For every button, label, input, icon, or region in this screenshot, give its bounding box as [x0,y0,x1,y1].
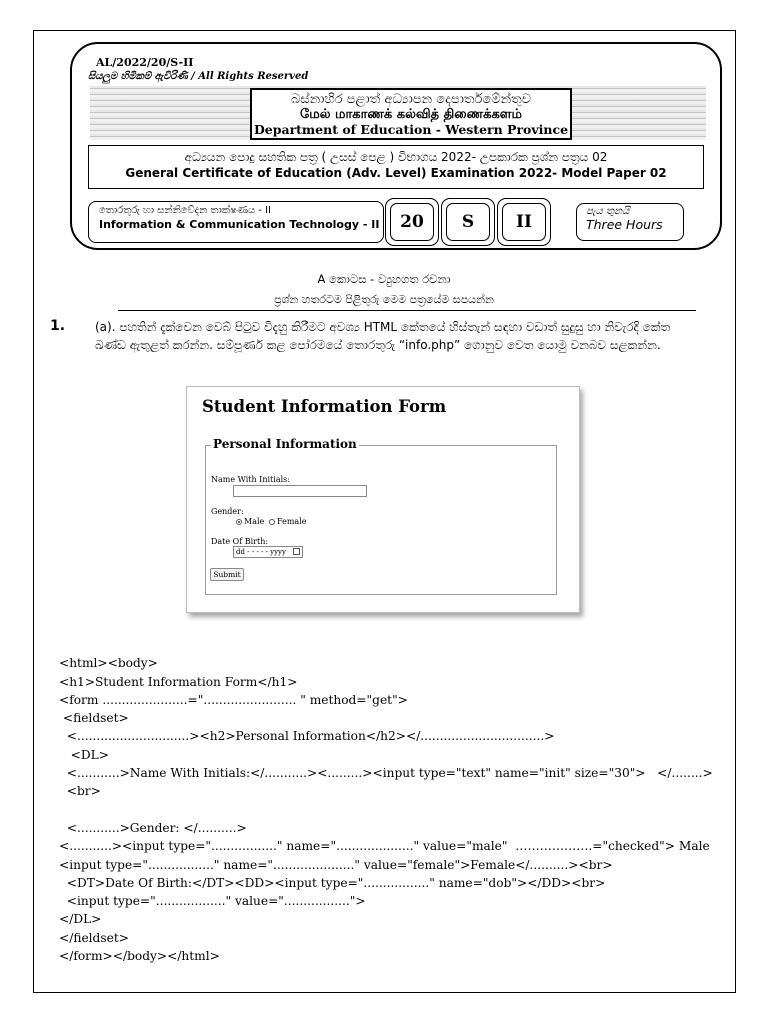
exam-title-box [88,145,704,189]
department-tamil: மேல் மாகாணக் கல்வித் திணைக்களம் [300,107,522,122]
paper-code: AL/2022/20/S-II [96,56,194,69]
form-title: Student Information Form [202,397,447,416]
dob-input[interactable] [233,546,303,558]
code-line: <html><body> [59,656,158,671]
female-label: Female [277,517,307,526]
paper-number: II [502,203,546,241]
code-line [59,801,713,819]
code-line: </DL> [59,912,102,927]
subject-box [88,201,384,243]
html-code-block [59,636,713,984]
code-line: <DT>Date Of Birth:</DT><DD><input type="................." name="dob"></DD><br> [59,875,606,890]
time-box [576,203,684,241]
code-line: <br> [59,784,101,799]
code-line: </fieldset> [59,930,129,945]
calendar-icon[interactable] [293,548,300,555]
department-box [250,88,572,140]
part-instruction: ප්‍රශ්න හතරටම පිළිතුරු මෙම පත්‍රයේම සපයන්න [274,293,494,306]
subject-code: 20 [390,203,434,241]
code-line: <DL> [59,747,109,762]
submit-button[interactable]: Submit [210,568,244,581]
rights-notice: සියලුම හිමිකම් ඇවිරිණි / All Rights Reserved [88,71,309,82]
part-title: A කොටස - ව්‍යුහගත රචනා [317,272,451,286]
code-line: <h1>Student Information Form</h1> [59,674,298,689]
code-line: <form ......................="........................ " method="get"> [59,692,408,707]
divider [118,310,696,311]
department-english: Department of Education - Western Province [253,122,569,137]
code-line: </form></body></html> [59,949,220,964]
code-line: <input type="................." name="....................." value="female">Female</..........><br> [59,857,613,872]
dob-label: Date Of Birth: [211,537,269,546]
name-label: Name With Initials: [211,475,290,484]
code-line: <fieldset> [59,711,129,726]
male-radio[interactable] [236,519,242,525]
female-radio[interactable] [269,519,275,525]
male-label: Male [244,517,265,526]
subject-english: Information & Communication Technology - II [99,218,380,231]
time-english: Three Hours [586,217,663,232]
code-line: <input type=".................." value="................."> [59,894,366,909]
name-input[interactable] [233,485,367,497]
question-number: 1. [50,318,66,334]
question-text: (a). පහතින් දැක්වෙන වෙබ් පිටුව විදැහු කිරීමට අවශ්‍ය HTML කේතයේ හිස්තැන් සඳහා වඩාත් සුදුසු හා නිවැරදි කේත ඛණ්ඩ ඇතුළත් කරන්න. සම්පූර්ණ කළ පෝරමයේ තොරතුරු “info.php” ගොනුව වෙත යොමු වනබව සළකන්න. [95,320,671,352]
code-line: <...........>Gender: </..........> [59,820,247,835]
code-line: <...........>Name With Initials:</...........><.........><input type="text" name="init" size="30"> </........> [59,766,713,781]
fieldset-legend: Personal Information [213,437,357,451]
gender-label: Gender: [211,507,244,516]
form-screenshot [186,386,580,613]
department-sinhala: බස්නාහිර පළාත් අධ්‍යාපන දෙපාර්තමේන්තුව [290,92,531,107]
subject-sinhala: තොරතුරු හා සන්නිවේදන තාක්ෂණය - II [99,205,272,216]
code-line: <...........><input type="................." name="...................." value="male" ……………….="checked"> Male [59,839,710,854]
time-sinhala: පැය තුනයි [586,206,630,217]
stream-code: S [446,203,490,241]
code-line: <.............................><h2>Personal Information</h2></................................> [59,729,555,744]
date-placeholder: dd - - - - - yyyy [236,548,286,556]
exam-title-english: General Certificate of Education (Adv. Level) Examination 2022- Model Paper 02 [125,166,667,180]
exam-title-sinhala: අධ්‍යයන පොදු සහතික පත්‍ර ( උසස් පෙළ ) විභාගය 2022- උපකාරක ප්‍රශ්න පත්‍රය 02 [184,150,608,164]
